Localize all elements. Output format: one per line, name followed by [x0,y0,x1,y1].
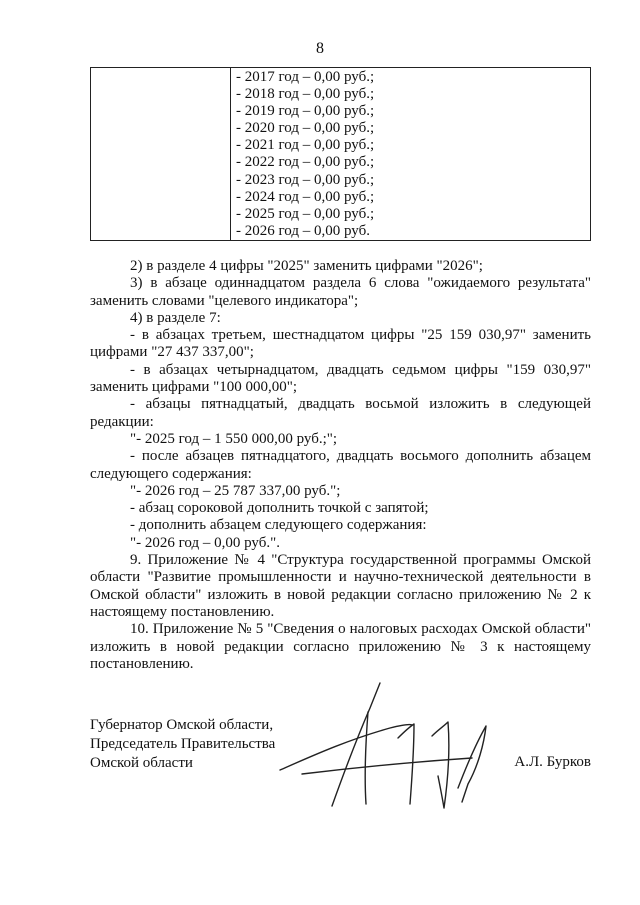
signatory-title-line: Председатель Правительства [90,736,276,752]
paragraph: "- 2026 год – 0,00 руб.". [130,534,280,551]
paragraph: 9. Приложение № 4 "Структура государственной программы Омской области "Развитие промышленности и научно-технической деятельности в Омской области" изложить в новой редакции согласно приложению № 2 к настоящему постановлению. [90,552,591,620]
table-row: - 2019 год – 0,00 руб.; [236,103,375,120]
paragraph: "- 2026 год – 25 787 337,00 руб."; [130,482,341,499]
paragraph: 2) в разделе 4 цифры "2025" заменить цифрами "2026"; [130,258,483,274]
table-row: - 2020 год – 0,00 руб.; [236,120,375,137]
page-number: 8 [316,40,324,57]
table-row: - 2023 год – 0,00 руб.; [236,171,375,188]
funding-table [90,67,591,241]
paragraph: "- 2025 год – 1 550 000,00 руб.;"; [130,430,338,447]
signatory-title-line: Губернатор Омской области, [90,717,274,733]
paragraph: - дополнить абзацем следующего содержания: [130,517,427,534]
paragraph: - абзац сороковой дополнить точкой с запятой; [130,500,429,517]
document-body [90,258,591,673]
table-row: - 2022 год – 0,00 руб.; [236,154,375,171]
table-right-cell [231,68,590,240]
paragraph: 4) в разделе 7: [130,309,221,326]
table-row: - 2018 год – 0,00 руб.; [236,86,375,103]
handwritten-signature [272,678,522,818]
table-row: - 2021 год – 0,00 руб.; [236,137,375,154]
table-left-cell [91,68,231,240]
paragraph: - в абзацах четырнадцатом, двадцать седьмом цифры "159 030,97" заменить цифрами "100 000,00"; [90,361,591,396]
paragraph: - абзацы пятнадцатый, двадцать восьмой изложить в следующей редакции: [90,396,591,430]
table-row: - 2026 год – 0,00 руб. [236,222,370,239]
paragraph: - после абзацев пятнадцатого, двадцать восьмого дополнить абзацем следующего содержания: [90,448,591,482]
paragraph: - в абзацах третьем, шестнадцатом цифры "25 159 030,97" заменить цифрами "27 437 337,00"; [90,327,591,361]
table-row: - 2024 год – 0,00 руб.; [236,188,375,205]
paragraph: 10. Приложение № 5 "Сведения о налоговых расходах Омской области" изложить в новой редакции согласно приложению № 3 к настоящему постановлению. [90,621,591,672]
signatory-title [90,716,275,773]
signatory-title-line: Омской области [90,755,193,771]
table-row: - 2025 год – 0,00 руб.; [236,205,375,222]
signatory-name: А.Л. Бурков [514,754,591,770]
paragraph: 3) в абзаце одиннадцатом раздела 6 слова "ожидаемого результата" заменить словами "целевого индикатора"; [90,275,591,309]
table-row: - 2017 год – 0,00 руб.; [236,69,375,85]
